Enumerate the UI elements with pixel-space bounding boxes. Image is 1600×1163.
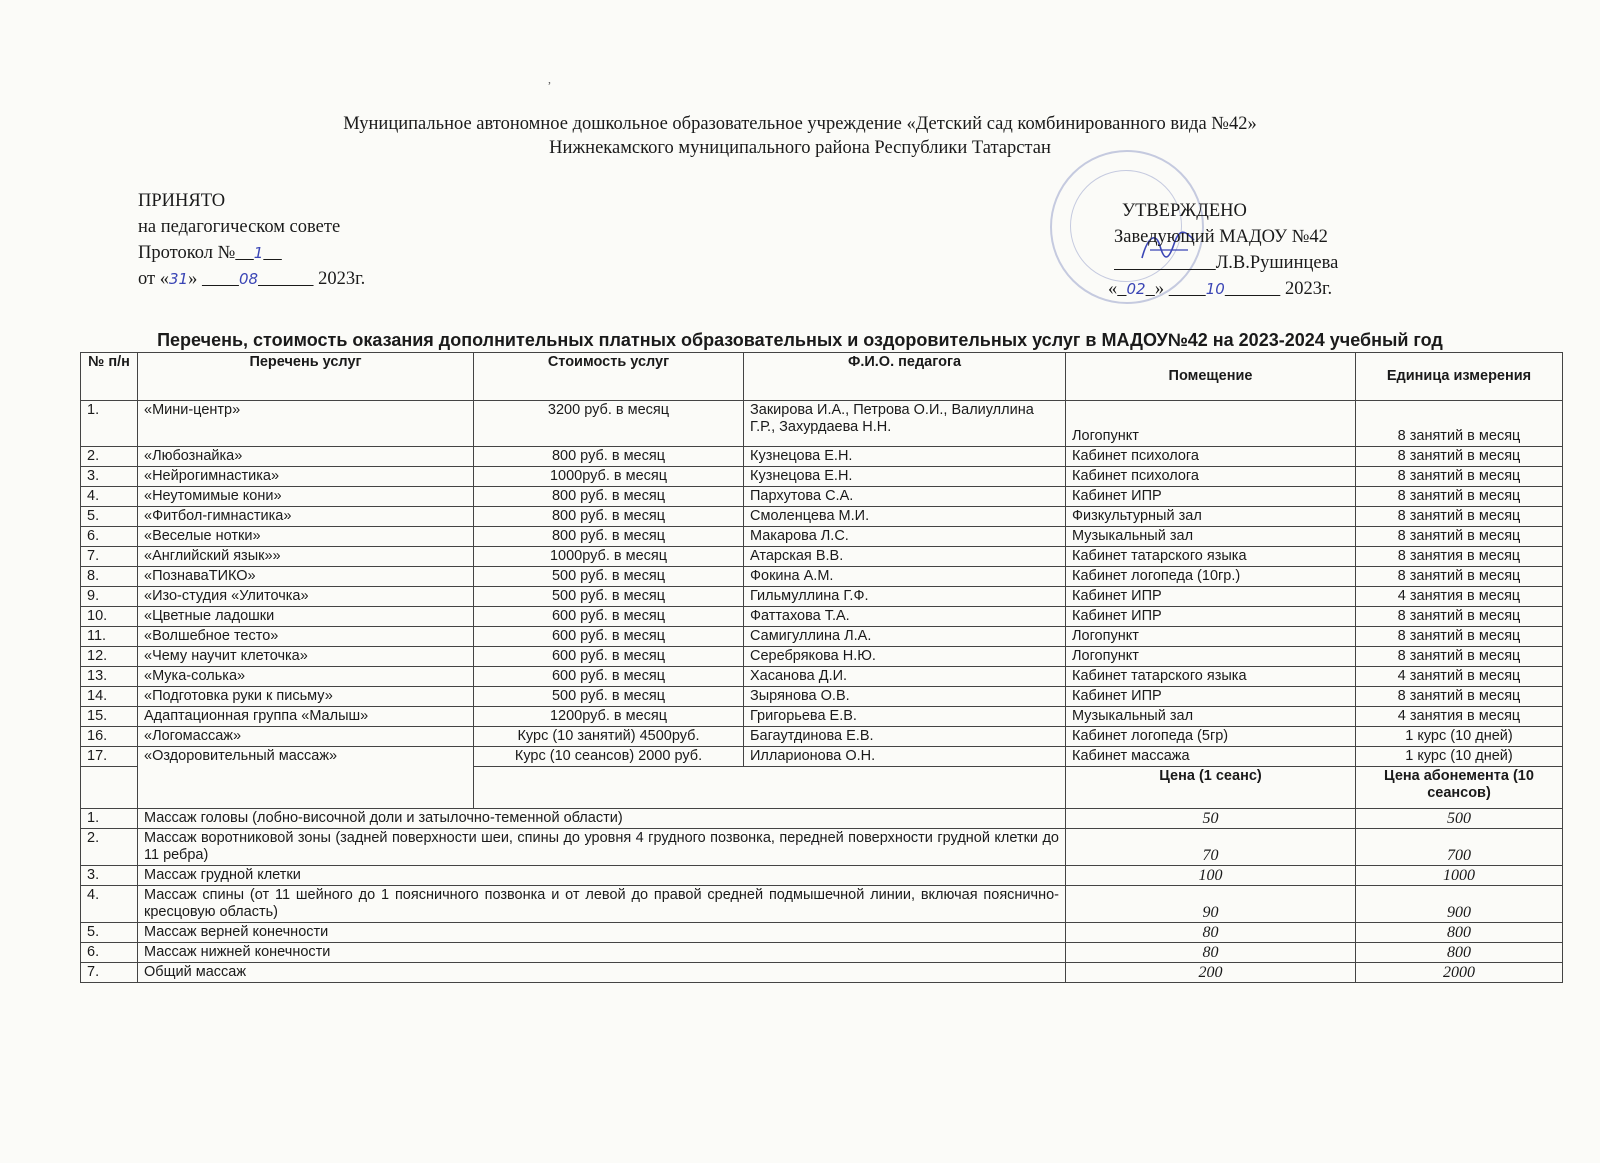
row-num: 11.	[81, 627, 138, 647]
protocol-blank	[235, 243, 282, 263]
row-cost: 500 руб. в месяц	[474, 587, 744, 607]
approved-date: « 02 » 10 2023г.	[1108, 276, 1338, 302]
header-room: Помещение	[1066, 353, 1356, 401]
row-service: «Оздоровительный массаж»	[138, 747, 474, 809]
header-line-1: Муниципальное автономное дошкольное образовательное учреждение «Детский сад комбинированного вида №42»	[343, 114, 1257, 134]
row-service: «Мука-солька»	[138, 667, 474, 687]
massage-subscription: 1000	[1356, 866, 1563, 886]
massage-num: 5.	[81, 923, 138, 943]
massage-name: Массаж грудной клетки	[138, 866, 1066, 886]
approved-block	[1108, 198, 1338, 302]
services-table	[80, 352, 1563, 983]
row-room: Кабинет ИПР	[1066, 687, 1356, 707]
row-cost: 1000руб. в месяц	[474, 467, 744, 487]
row-teacher: Багаутдинова Е.В.	[744, 727, 1066, 747]
table-row	[81, 447, 1563, 467]
massage-subscription: 500	[1356, 809, 1563, 829]
row-cost: 1200руб. в месяц	[474, 707, 744, 727]
massage-price: 100	[1066, 866, 1356, 886]
table-row	[81, 547, 1563, 567]
approved-signature-line	[1108, 250, 1338, 276]
row-unit: 8 занятий в месяц	[1356, 447, 1563, 467]
accepted-month: 08	[238, 270, 259, 288]
row-cost: 1000руб. в месяц	[474, 547, 744, 567]
table-row	[81, 727, 1563, 747]
row-unit: 4 занятия в месяц	[1356, 707, 1563, 727]
row-service: «Цветные ладошки	[138, 607, 474, 627]
row-service: «Любознайка»	[138, 447, 474, 467]
row-unit: 8 занятий в месяц	[1356, 607, 1563, 627]
row-num: 15.	[81, 707, 138, 727]
row-service: «Фитбол-гимнастика»	[138, 507, 474, 527]
row-room: Физкультурный зал	[1066, 507, 1356, 527]
row-service: «ПознаваТИКО»	[138, 567, 474, 587]
approved-month: 10	[1205, 280, 1225, 298]
row-unit: 4 занятия в месяц	[1356, 587, 1563, 607]
header-num: № п/н	[81, 353, 138, 401]
accepted-date: от «31» 08 2023г.	[138, 266, 365, 292]
massage-row	[81, 943, 1563, 963]
row-num: 5.	[81, 507, 138, 527]
massage-price: 50	[1066, 809, 1356, 829]
massage-name: Массаж воротниковой зоны (задней поверхности шеи, спины до уровня 4 грудного позвонка, передней поверхности грудной клетки до 11 ребра)	[138, 829, 1066, 866]
row-room: Музыкальный зал	[1066, 707, 1356, 727]
massage-row	[81, 866, 1563, 886]
massage-num: 3.	[81, 866, 138, 886]
row-service: «Логомассаж»	[138, 727, 474, 747]
blank-cell	[474, 767, 1066, 809]
row-room: Кабинет ИПР	[1066, 607, 1356, 627]
row-teacher: Григорьева Е.В.	[744, 707, 1066, 727]
row-cost: 800 руб. в месяц	[474, 487, 744, 507]
massage-price: 200	[1066, 963, 1356, 983]
accepted-title: ПРИНЯТО	[138, 191, 226, 211]
row-unit: 4 занятий в месяц	[1356, 667, 1563, 687]
row-num: 13.	[81, 667, 138, 687]
row-num: 14.	[81, 687, 138, 707]
row-unit: 8 занятий в месяц	[1356, 467, 1563, 487]
row-teacher: Хасанова Д.И.	[744, 667, 1066, 687]
row-teacher: Илларионова О.Н.	[744, 747, 1066, 767]
table-row	[81, 607, 1563, 627]
approved-title: УТВЕРЖДЕНО	[1122, 201, 1247, 221]
row-num: 8.	[81, 567, 138, 587]
row-room: Логопункт	[1066, 627, 1356, 647]
row-unit: 8 занятий в месяц	[1356, 527, 1563, 547]
row-unit: 8 занятий в месяц	[1356, 401, 1563, 447]
table-row	[81, 467, 1563, 487]
massage-subscription-header: Цена абонемента (10 сеансов)	[1356, 767, 1563, 809]
row-room: Кабинет логопеда (10гр.)	[1066, 567, 1356, 587]
massage-name: Массаж головы (лобно-височной доли и затылочно-теменной области)	[138, 809, 1066, 829]
row-room: Музыкальный зал	[1066, 527, 1356, 547]
massage-price: 80	[1066, 943, 1356, 963]
massage-num: 7.	[81, 963, 138, 983]
row-num: 4.	[81, 487, 138, 507]
row-service: «Нейрогимнастика»	[138, 467, 474, 487]
row-cost: Курс (10 сеансов) 2000 руб.	[474, 747, 744, 767]
row-num: 16.	[81, 727, 138, 747]
row-service: «Волшебное тесто»	[138, 627, 474, 647]
accepted-day: 31	[168, 270, 189, 288]
row-cost: 600 руб. в месяц	[474, 607, 744, 627]
row-unit: 8 занятий в месяц	[1356, 567, 1563, 587]
row-teacher: Гильмуллина Г.Ф.	[744, 587, 1066, 607]
massage-name: Массаж верней конечности	[138, 923, 1066, 943]
row-num: 17.	[81, 747, 138, 767]
accepted-line: на педагогическом совете	[138, 217, 341, 237]
approved-day: 02	[1126, 280, 1146, 298]
protocol-number: 1	[253, 244, 264, 262]
massage-price: 90	[1066, 886, 1356, 923]
scan-mark: ,	[548, 72, 551, 86]
row-room: Кабинет психолога	[1066, 467, 1356, 487]
massage-name: Общий массаж	[138, 963, 1066, 983]
row-cost: 600 руб. в месяц	[474, 647, 744, 667]
row-num: 9.	[81, 587, 138, 607]
row-teacher: Фокина А.М.	[744, 567, 1066, 587]
row-unit: 8 занятий в месяц	[1356, 507, 1563, 527]
row-cost: 800 руб. в месяц	[474, 527, 744, 547]
row-teacher: Пархутова С.А.	[744, 487, 1066, 507]
row-teacher: Серебрякова Н.Ю.	[744, 647, 1066, 667]
table-row	[81, 507, 1563, 527]
massage-name: Массаж нижней конечности	[138, 943, 1066, 963]
row-service: «Чему научит клеточка»	[138, 647, 474, 667]
table-row	[81, 667, 1563, 687]
services-body	[81, 401, 1563, 983]
table-row	[81, 567, 1563, 587]
row-unit: 1 курс (10 дней)	[1356, 747, 1563, 767]
row-room: Кабинет логопеда (5гр)	[1066, 727, 1356, 747]
massage-subscription: 800	[1356, 943, 1563, 963]
massage-row	[81, 923, 1563, 943]
table-row	[81, 687, 1563, 707]
header-cost: Стоимость услуг	[474, 353, 744, 401]
header-service: Перечень услуг	[138, 353, 474, 401]
row-num: 7.	[81, 547, 138, 567]
table-row	[81, 627, 1563, 647]
row-teacher: Смоленцева М.И.	[744, 507, 1066, 527]
table-row	[81, 401, 1563, 447]
header-unit: Единица измерения	[1356, 353, 1563, 401]
row-teacher: Кузнецова Е.Н.	[744, 447, 1066, 467]
row-unit: 8 занятий в месяц	[1356, 647, 1563, 667]
massage-subscription: 900	[1356, 886, 1563, 923]
accepted-block	[138, 188, 365, 292]
massage-row	[81, 963, 1563, 983]
row-num: 1.	[81, 401, 138, 447]
row-num: 3.	[81, 467, 138, 487]
blank-cell	[81, 767, 138, 809]
massage-price: 80	[1066, 923, 1356, 943]
massage-num: 1.	[81, 809, 138, 829]
massage-subscription: 800	[1356, 923, 1563, 943]
approved-name: Л.В.Рушинцева	[1215, 253, 1339, 273]
row-cost: Курс (10 занятий) 4500руб.	[474, 727, 744, 747]
row-cost: 600 руб. в месяц	[474, 627, 744, 647]
row-teacher: Атарская В.В.	[744, 547, 1066, 567]
row-unit: 8 занятий в месяц	[1356, 627, 1563, 647]
header-line-2: Нижнекамского муниципального района Республики Татарстан	[549, 138, 1051, 158]
row-room: Кабинет татарского языка	[1066, 667, 1356, 687]
row-num: 10.	[81, 607, 138, 627]
table-row	[81, 647, 1563, 667]
row-cost: 800 руб. в месяц	[474, 447, 744, 467]
protocol-label: Протокол №	[138, 243, 236, 263]
row-service: «Подготовка руки к письму»	[138, 687, 474, 707]
row-room: Логопункт	[1066, 401, 1356, 447]
row-unit: 8 занятий в месяц	[1356, 687, 1563, 707]
massage-subscription: 700	[1356, 829, 1563, 866]
row-room: Кабинет ИПР	[1066, 587, 1356, 607]
header-teacher: Ф.И.О. педагога	[744, 353, 1066, 401]
row-teacher: Закирова И.А., Петрова О.И., Валиуллина Г.Р., Захурдаева Н.Н.	[744, 401, 1066, 447]
row-num: 6.	[81, 527, 138, 547]
massage-price-header: Цена (1 сеанс)	[1066, 767, 1356, 809]
row-cost: 800 руб. в месяц	[474, 507, 744, 527]
row-room: Логопункт	[1066, 647, 1356, 667]
table-row	[81, 527, 1563, 547]
row-teacher: Зырянова О.В.	[744, 687, 1066, 707]
row-teacher: Макарова Л.С.	[744, 527, 1066, 547]
row-service: «Мини-центр»	[138, 401, 474, 447]
row-num: 2.	[81, 447, 138, 467]
row-unit: 1 курс (10 дней)	[1356, 727, 1563, 747]
row-service: Адаптационная группа «Малыш»	[138, 707, 474, 727]
row-service: «Английский язык»»	[138, 547, 474, 567]
massage-price: 70	[1066, 829, 1356, 866]
table-row	[81, 487, 1563, 507]
row-cost: 500 руб. в месяц	[474, 687, 744, 707]
approved-position: Заведующий МАДОУ №42	[1114, 227, 1328, 247]
massage-row	[81, 886, 1563, 923]
massage-num: 4.	[81, 886, 138, 923]
row-teacher: Кузнецова Е.Н.	[744, 467, 1066, 487]
row-service: «Веселые нотки»	[138, 527, 474, 547]
massage-subscription: 2000	[1356, 963, 1563, 983]
row-cost: 600 руб. в месяц	[474, 667, 744, 687]
massage-row	[81, 829, 1563, 866]
table-row	[81, 747, 1563, 767]
row-teacher: Самигуллина Л.А.	[744, 627, 1066, 647]
row-room: Кабинет татарского языка	[1066, 547, 1356, 567]
row-cost: 3200 руб. в месяц	[474, 401, 744, 447]
row-cost: 500 руб. в месяц	[474, 567, 744, 587]
row-room: Кабинет ИПР	[1066, 487, 1356, 507]
table-row	[81, 587, 1563, 607]
massage-row	[81, 809, 1563, 829]
row-unit: 8 занятий в месяц	[1356, 487, 1563, 507]
table-row	[81, 707, 1563, 727]
table-header-row	[81, 353, 1563, 401]
row-teacher: Фаттахова Т.А.	[744, 607, 1066, 627]
protocol-line	[138, 240, 365, 266]
row-service: «Изо-студия «Улиточка»	[138, 587, 474, 607]
row-room: Кабинет психолога	[1066, 447, 1356, 467]
document-header	[0, 112, 1600, 160]
row-num: 12.	[81, 647, 138, 667]
row-service: «Неутомимые кони»	[138, 487, 474, 507]
massage-name: Массаж спины (от 11 шейного до 1 поясничного позвонка и от левой до правой средней подмышечной линии, включая пояснично-кресцовую область)	[138, 886, 1066, 923]
massage-num: 6.	[81, 943, 138, 963]
document-title: Перечень, стоимость оказания дополнительных платных образовательных и оздоровительных услуг в МАДОУ№42 на 2023-2024 учебный год	[157, 330, 1443, 350]
massage-num: 2.	[81, 829, 138, 866]
row-unit: 8 занятия в месяц	[1356, 547, 1563, 567]
row-room: Кабинет массажа	[1066, 747, 1356, 767]
